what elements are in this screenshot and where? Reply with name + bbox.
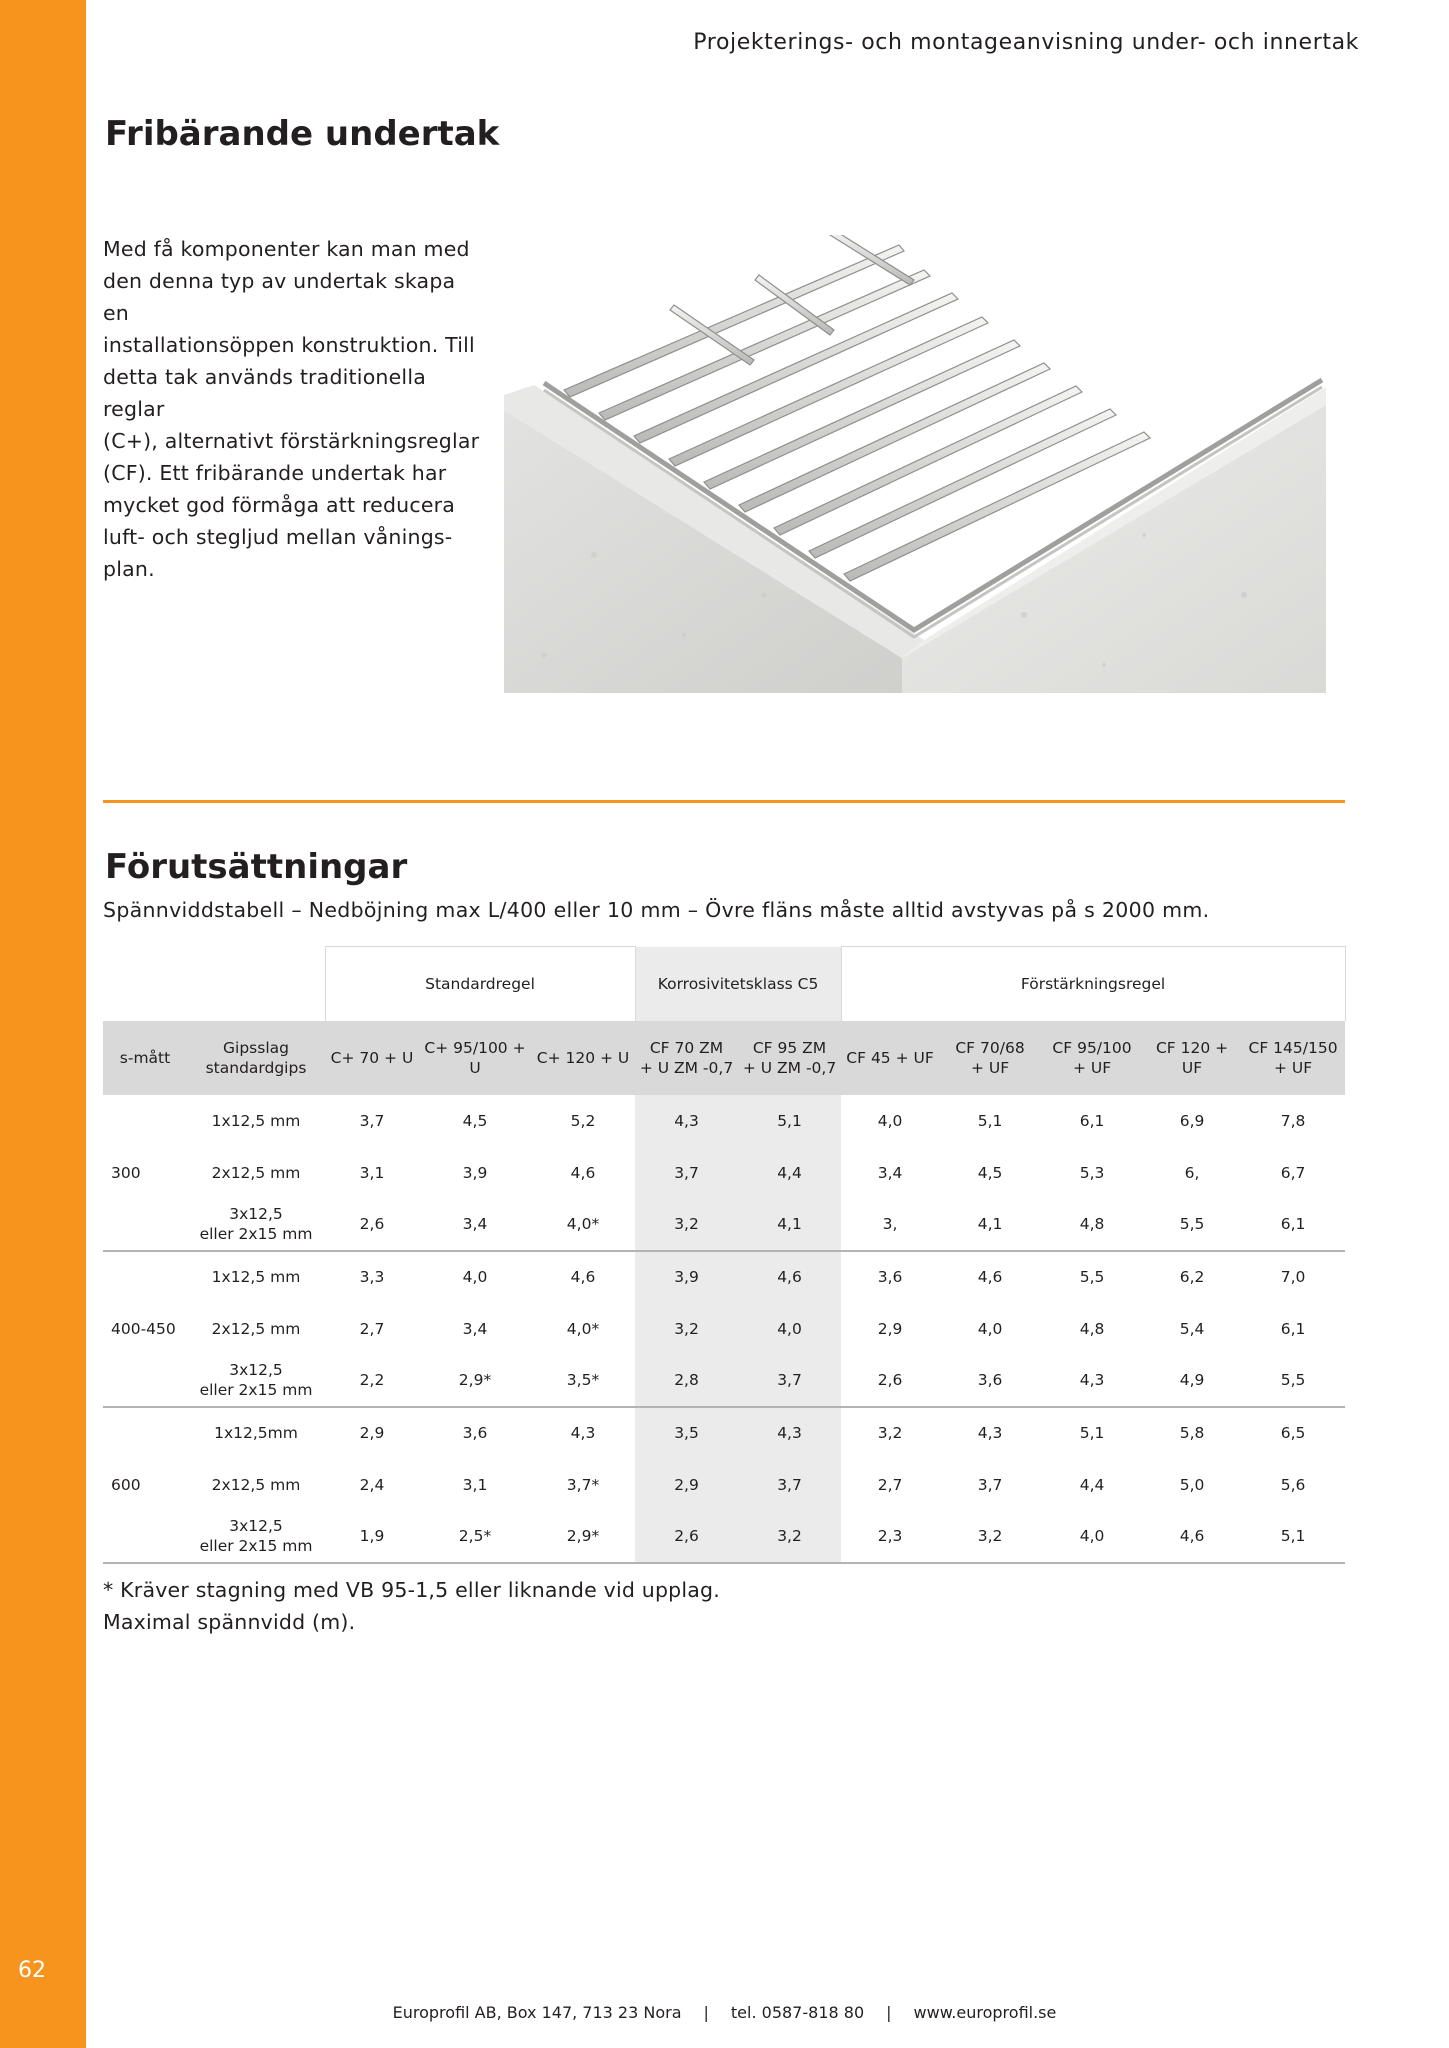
smatt-cell: 300 — [111, 1163, 141, 1182]
table-column-header-row — [103, 1021, 1345, 1095]
col-header-cf120: CF 120 + UF — [1143, 1021, 1241, 1095]
span-value-cell: 3,6 — [462, 1424, 488, 1442]
gipsslag-line: 2x12,5 mm — [211, 1475, 301, 1494]
span-value-cell: 5,1 — [1241, 1511, 1345, 1563]
section-heading-fribarande: Fribärande undertak — [105, 114, 500, 154]
table-row — [103, 1459, 1345, 1511]
span-value-cell: 4,8 — [1041, 1199, 1143, 1251]
span-value-cell: 2,7 — [877, 1475, 903, 1494]
span-value-cell: 2,3 — [841, 1511, 939, 1563]
span-value-cell: 4,6 — [1143, 1511, 1241, 1563]
table-row — [103, 1303, 1345, 1355]
span-value-cell: 3,9 — [462, 1163, 488, 1182]
span-value-cell: 2,6 — [635, 1511, 738, 1563]
span-value-cell: 4,0* — [531, 1199, 635, 1251]
span-value-cell: 1,9 — [325, 1511, 419, 1563]
span-value-cell: 4,0* — [566, 1319, 600, 1338]
smatt-cell: 400-450 — [111, 1319, 176, 1338]
intro-line: plan. — [103, 557, 155, 581]
span-value-cell: 2,9 — [635, 1459, 738, 1511]
span-value-cell: 3,1 — [462, 1475, 488, 1494]
span-value-cell: 4,3 — [635, 1095, 738, 1147]
span-value-cell: 5,5 — [1241, 1355, 1345, 1407]
span-value-cell: 5,4 — [1179, 1319, 1205, 1338]
span-value-cell: 2,6 — [325, 1199, 419, 1251]
footer-separator: | — [703, 2003, 709, 2022]
span-value-cell: 3,7 — [635, 1147, 738, 1199]
span-value-cell: 4,9 — [1143, 1355, 1241, 1407]
span-value-cell: 3,6 — [939, 1355, 1041, 1407]
intro-line: (CF). Ett fribärande undertak har — [103, 461, 447, 485]
span-value-cell: 7,8 — [1280, 1111, 1306, 1130]
span-value-cell: 4,4 — [738, 1147, 841, 1199]
table-subtitle: Spännviddstabell – Nedböjning max L/400 eller 10 mm – Övre fläns måste alltid avstyvas på s 2000 mm. — [103, 898, 1210, 922]
span-value-cell: 4,6 — [570, 1268, 596, 1286]
gipsslag-line: 3x12,5 — [229, 1517, 283, 1535]
gipsslag-line: 3x12,5 — [229, 1361, 283, 1379]
col-header-cf95: CF 95/100 + UF — [1041, 1021, 1143, 1095]
gipsslag-cell — [187, 1407, 325, 1459]
span-value-cell: 4,6 — [738, 1251, 841, 1303]
smatt-cell — [103, 1355, 187, 1407]
ceiling-grid-illustration — [504, 235, 1326, 693]
span-value-cell: 4,1 — [738, 1199, 841, 1251]
col-header-c70: C+ 70 + U — [325, 1021, 419, 1095]
gipsslag-line: 2x12,5 mm — [211, 1163, 301, 1182]
gipsslag-line: eller 2x15 mm — [199, 1537, 313, 1555]
span-value-cell: 3,2 — [939, 1511, 1041, 1563]
span-value-cell: 4,0 — [977, 1319, 1003, 1338]
span-value-cell: 5,8 — [1179, 1424, 1205, 1442]
footer-phone: tel. 0587-818 80 — [730, 2003, 865, 2022]
span-value-cell: 4,4 — [1079, 1475, 1105, 1494]
gipsslag-cell — [187, 1459, 325, 1511]
col-header-cf95zm: CF 95 ZM + U ZM -0,7 — [738, 1021, 841, 1095]
span-value-cell: 6, — [1184, 1163, 1200, 1182]
gipsslag-line: 3x12,5 — [229, 1205, 283, 1223]
span-value-cell: 3,9 — [635, 1251, 738, 1303]
span-value-cell: 3,7 — [977, 1475, 1003, 1494]
span-value-cell: 3,2 — [635, 1303, 738, 1355]
span-value-cell: 3,5 — [635, 1407, 738, 1459]
intro-line: den denna typ av undertak skapa en — [103, 269, 456, 325]
footnote-unit: Maximal spännvidd (m). — [103, 1610, 356, 1634]
span-value-cell: 4,5 — [462, 1111, 488, 1130]
span-value-cell: 3,1 — [359, 1163, 385, 1182]
footnotes — [103, 1574, 720, 1638]
group-header-reinforced: Förstärkningsregel — [841, 947, 1345, 1021]
table-group-header-row — [103, 947, 1345, 1021]
footer-separator: | — [886, 2003, 892, 2022]
orange-side-bar — [0, 0, 86, 2048]
span-value-cell: 3,7* — [566, 1475, 600, 1494]
span-value-cell: 5,5 — [1143, 1199, 1241, 1251]
span-value-cell: 2,8 — [635, 1355, 738, 1407]
span-value-cell: 3,4 — [877, 1163, 903, 1182]
span-value-cell: 2,9* — [531, 1511, 635, 1563]
gipsslag-cell — [187, 1303, 325, 1355]
span-value-cell: 5,6 — [1280, 1475, 1306, 1494]
span-value-cell: 3,4 — [462, 1319, 488, 1338]
span-value-cell: 5,3 — [1079, 1163, 1105, 1182]
span-value-cell: 3,7 — [738, 1459, 841, 1511]
span-value-cell: 5,2 — [570, 1111, 596, 1130]
gipsslag-cell — [187, 1251, 325, 1303]
span-value-cell: 5,0 — [1179, 1475, 1205, 1494]
intro-line: (C+), alternativt förstärkningsreglar — [103, 429, 480, 453]
span-value-cell: 4,3 — [570, 1424, 596, 1442]
intro-line: Med få komponenter kan man med — [103, 237, 470, 261]
table-body — [103, 1095, 1345, 1563]
span-value-cell: 3, — [841, 1199, 939, 1251]
span-value-cell: 2,6 — [841, 1355, 939, 1407]
span-value-cell: 4,0 — [738, 1303, 841, 1355]
footer-company: Europrofil AB, Box 147, 713 23 Nora — [392, 2003, 682, 2022]
span-value-cell: 4,3 — [1041, 1355, 1143, 1407]
footer-website-link[interactable]: www.europrofil.se — [913, 2003, 1057, 2022]
span-value-cell: 6,1 — [1280, 1319, 1306, 1338]
smatt-cell — [103, 1407, 187, 1459]
intro-line: mycket god förmåga att reducera — [103, 493, 456, 517]
gipsslag-cell — [187, 1511, 325, 1563]
intro-line: luft- och stegljud mellan vånings- — [103, 525, 453, 549]
gipsslag-line: 2x12,5 mm — [211, 1319, 301, 1338]
group-header-c5: Korrosivitetsklass C5 — [635, 947, 841, 1021]
span-value-cell: 2,5* — [419, 1511, 531, 1563]
span-value-cell: 3,7 — [738, 1355, 841, 1407]
section-heading-forutsattningar: Förutsättningar — [105, 847, 408, 887]
span-value-cell: 3,2 — [738, 1511, 841, 1563]
span-value-cell: 7,0 — [1280, 1268, 1306, 1286]
span-value-cell: 5,1 — [977, 1111, 1003, 1130]
span-value-cell: 6,1 — [1079, 1111, 1105, 1130]
smatt-cell: 600 — [111, 1475, 141, 1494]
running-header: Projekterings- och montageanvisning under- och innertak — [693, 30, 1359, 55]
span-value-cell: 3,3 — [359, 1268, 385, 1286]
gipsslag-line: 1x12,5mm — [214, 1424, 298, 1442]
gipsslag-cell — [187, 1095, 325, 1147]
smatt-cell — [103, 1095, 187, 1147]
gipsslag-line: 1x12,5 mm — [211, 1111, 301, 1130]
table-row — [103, 1095, 1345, 1147]
span-value-cell: 6,5 — [1280, 1424, 1306, 1442]
span-value-cell: 4,0 — [877, 1111, 903, 1130]
span-value-cell: 3,7 — [359, 1111, 385, 1130]
span-value-cell: 4,8 — [1079, 1319, 1105, 1338]
col-header-smatt: s-mått — [103, 1021, 187, 1095]
footnote-asterisk: * Kräver stagning med VB 95-1,5 eller liknande vid upplag. — [103, 1578, 720, 1602]
span-value-cell: 5,5 — [1079, 1268, 1105, 1286]
col-header-gipsslag: Gipsslag standardgips — [187, 1021, 325, 1095]
span-value-cell: 4,1 — [939, 1199, 1041, 1251]
gipsslag-cell — [187, 1147, 325, 1199]
gipsslag-cell — [187, 1355, 325, 1407]
span-value-cell: 4,3 — [977, 1424, 1003, 1442]
span-value-cell: 2,9 — [877, 1319, 903, 1338]
span-value-cell: 3,4 — [419, 1199, 531, 1251]
page-footer — [0, 2003, 1449, 2022]
span-value-cell: 4,0 — [462, 1268, 488, 1286]
group-header-empty — [103, 947, 325, 1021]
span-value-cell: 3,2 — [877, 1424, 903, 1442]
span-table — [103, 946, 1346, 1564]
table-row — [103, 1407, 1345, 1459]
group-header-standard: Standardregel — [325, 947, 635, 1021]
section-divider — [103, 800, 1345, 803]
smatt-cell — [103, 1199, 187, 1251]
table-row — [103, 1251, 1345, 1303]
span-value-cell: 5,1 — [1079, 1424, 1105, 1442]
gipsslag-line: eller 2x15 mm — [199, 1225, 313, 1243]
span-value-cell: 3,5* — [531, 1355, 635, 1407]
col-header-cf70: CF 70/68 + UF — [939, 1021, 1041, 1095]
col-header-c120: C+ 120 + U — [531, 1021, 635, 1095]
span-value-cell: 3,2 — [635, 1199, 738, 1251]
span-value-cell: 4,6 — [570, 1163, 596, 1182]
span-value-cell: 2,2 — [325, 1355, 419, 1407]
intro-paragraph — [103, 233, 483, 585]
page-number: 62 — [18, 1958, 46, 1983]
table-row — [103, 1355, 1345, 1407]
span-value-cell: 2,7 — [359, 1319, 385, 1338]
smatt-cell — [103, 1511, 187, 1563]
col-header-cf70zm: CF 70 ZM + U ZM -0,7 — [635, 1021, 738, 1095]
intro-line: installationsöppen konstruktion. Till — [103, 333, 475, 357]
span-value-cell: 4,0 — [1041, 1511, 1143, 1563]
gipsslag-line: 1x12,5 mm — [211, 1268, 301, 1286]
span-value-cell: 6,7 — [1280, 1163, 1306, 1182]
span-value-cell: 4,3 — [738, 1407, 841, 1459]
span-value-cell: 2,4 — [359, 1475, 385, 1494]
table-row — [103, 1511, 1345, 1563]
smatt-cell — [103, 1251, 187, 1303]
span-value-cell: 3,6 — [877, 1268, 903, 1286]
span-value-cell: 6,1 — [1241, 1199, 1345, 1251]
span-value-cell: 4,5 — [977, 1163, 1003, 1182]
span-value-cell: 2,9 — [359, 1424, 385, 1442]
table-row — [103, 1199, 1345, 1251]
intro-line: detta tak används traditionella reglar — [103, 365, 426, 421]
col-header-cf45: CF 45 + UF — [841, 1021, 939, 1095]
span-value-cell: 6,9 — [1179, 1111, 1205, 1130]
col-header-cf145: CF 145/150 + UF — [1241, 1021, 1345, 1095]
table-row — [103, 1147, 1345, 1199]
span-value-cell: 4,6 — [977, 1268, 1003, 1286]
gipsslag-cell — [187, 1199, 325, 1251]
col-header-c95: C+ 95/100 + U — [419, 1021, 531, 1095]
span-value-cell: 6,2 — [1179, 1268, 1205, 1286]
gipsslag-line: eller 2x15 mm — [199, 1381, 313, 1399]
span-value-cell: 5,1 — [738, 1095, 841, 1147]
span-value-cell: 2,9* — [419, 1355, 531, 1407]
